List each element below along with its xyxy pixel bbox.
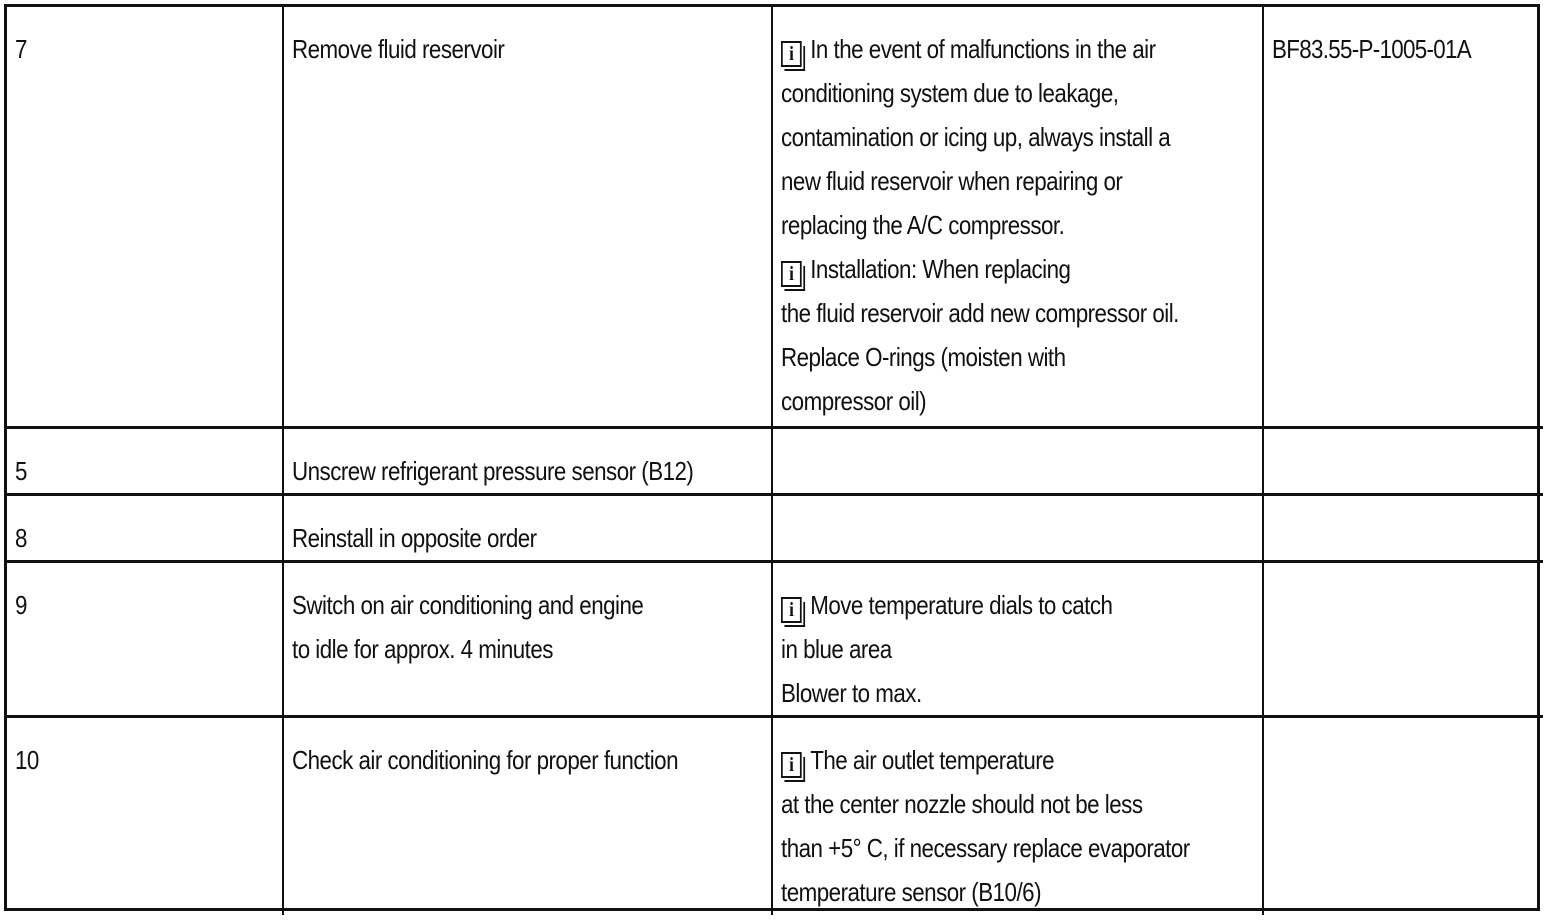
note-line: i Installation: When replacing xyxy=(781,247,1179,291)
info-icon: i xyxy=(781,597,802,623)
table-row xyxy=(7,494,1543,561)
action-block xyxy=(292,583,643,671)
note-line: compressor oil) xyxy=(781,386,927,416)
info-icon: i xyxy=(781,261,802,287)
step-number-cell xyxy=(7,427,283,494)
action-cell xyxy=(283,7,772,427)
note-line: than +5° C, if necessary replace evaporator xyxy=(781,832,1190,863)
note-line: in blue area xyxy=(781,633,892,664)
note-line: Blower to max. xyxy=(781,677,922,708)
step-number: 10 xyxy=(15,744,39,775)
note-line: contamination or icing up, always install a xyxy=(781,122,1171,152)
reference-code: BF83.55-P-1005-01A xyxy=(1272,34,1471,64)
reference-cell xyxy=(1263,716,1543,915)
note-block xyxy=(781,738,1190,914)
reference-cell xyxy=(1263,494,1543,561)
note-line: the fluid reservoir add new compressor oil. xyxy=(781,298,1179,328)
note-line: i The air outlet temperature xyxy=(781,738,1190,782)
action-text: Check air conditioning for proper function xyxy=(292,744,679,775)
note-line: temperature sensor (B10/6) xyxy=(781,876,1042,907)
action-line: Switch on air conditioning and engine xyxy=(292,589,644,620)
notes-cell xyxy=(772,716,1263,915)
table-row xyxy=(7,7,1543,427)
info-icon: i xyxy=(781,41,802,67)
note-line: Replace O-rings (moisten with xyxy=(781,342,1066,372)
step-number-cell xyxy=(7,561,283,716)
step-number-cell xyxy=(7,7,283,427)
action-text: Remove fluid reservoir xyxy=(292,34,505,64)
step-number-cell xyxy=(7,716,283,915)
info-icon: i xyxy=(781,752,802,778)
action-cell xyxy=(283,427,772,494)
notes-cell xyxy=(772,7,1263,427)
action-cell xyxy=(283,494,772,561)
step-number: 7 xyxy=(15,34,27,64)
note-line: replacing the A/C compressor. xyxy=(781,210,1065,240)
table-row xyxy=(7,427,1543,494)
step-number-cell xyxy=(7,494,283,561)
reference-cell xyxy=(1263,427,1543,494)
notes-cell xyxy=(772,427,1263,494)
reference-cell xyxy=(1263,7,1543,427)
note-block xyxy=(781,27,1179,423)
action-text: Unscrew refrigerant pressure sensor (B12) xyxy=(292,455,694,486)
table-row xyxy=(7,561,1543,716)
notes-cell xyxy=(772,494,1263,561)
note-line: new fluid reservoir when repairing or xyxy=(781,166,1123,196)
note-block xyxy=(781,583,1112,715)
procedure-table xyxy=(7,7,1543,915)
action-cell xyxy=(283,561,772,716)
action-line: to idle for approx. 4 minutes xyxy=(292,633,553,664)
step-number: 9 xyxy=(15,589,27,620)
procedure-table-frame xyxy=(4,4,1540,911)
action-cell xyxy=(283,716,772,915)
table-row xyxy=(7,716,1543,915)
note-line: i Move temperature dials to catch xyxy=(781,583,1112,627)
note-line: i In the event of malfunctions in the air xyxy=(781,27,1179,71)
step-number: 8 xyxy=(15,522,27,553)
note-line: conditioning system due to leakage, xyxy=(781,78,1119,108)
action-text: Reinstall in opposite order xyxy=(292,522,537,553)
step-number: 5 xyxy=(15,455,27,486)
reference-cell xyxy=(1263,561,1543,716)
note-line: at the center nozzle should not be less xyxy=(781,788,1143,819)
notes-cell xyxy=(772,561,1263,716)
